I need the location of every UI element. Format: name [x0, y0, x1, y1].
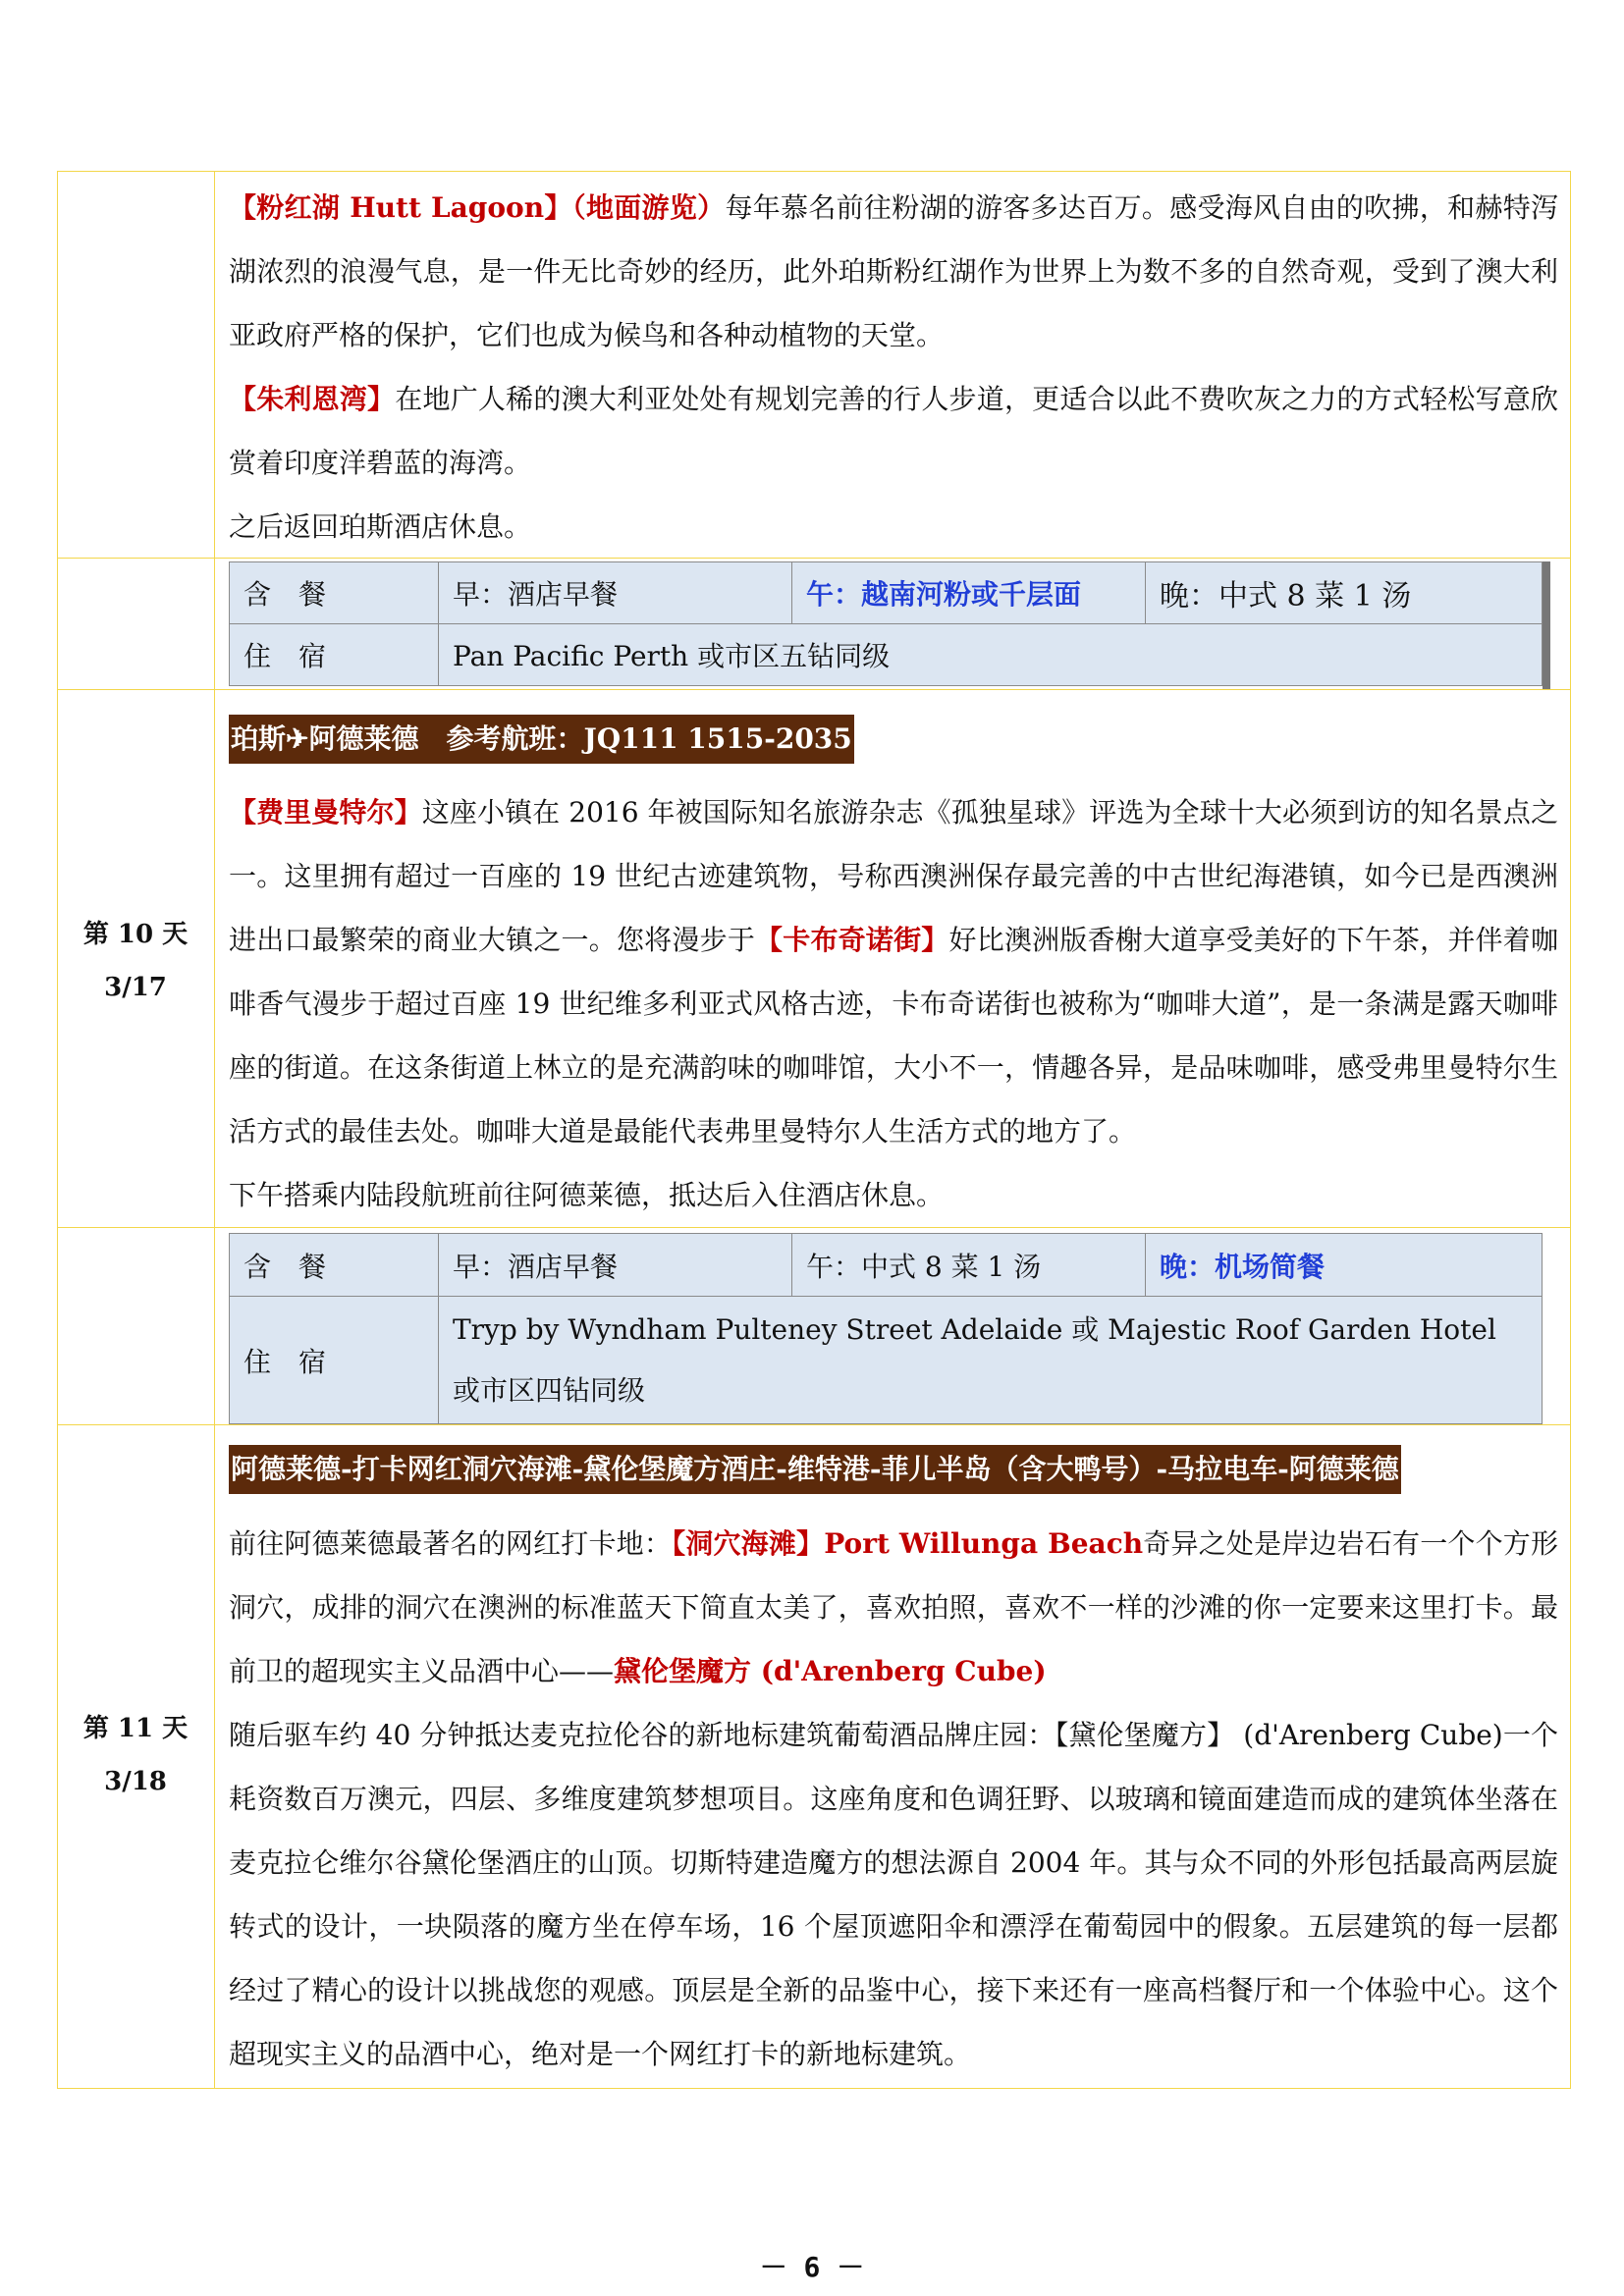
hutt-lagoon-title: 【粉红湖 Hutt Lagoon】（地面游览）	[229, 191, 726, 224]
meal-hotel-table-day9	[229, 561, 1543, 686]
row-divider	[57, 689, 1571, 690]
dinner: 晚：机场简餐	[1146, 1234, 1543, 1297]
lunch: 午：中式 8 菜 1 汤	[792, 1234, 1146, 1297]
hotel: Pan Pacific Perth 或市区五钻同级	[439, 624, 1543, 686]
table-shadow	[1543, 561, 1550, 689]
lunch: 午：越南河粉或千层面	[792, 562, 1146, 624]
meal-hotel-table-day10	[229, 1233, 1543, 1424]
day-label	[57, 908, 214, 1014]
route-banner: 阿德莱德-打卡网红洞穴海滩-黛伦堡魔方酒庄-维特港-菲儿半岛（含大鸭号）-马拉电车-阿德莱德	[229, 1445, 1401, 1494]
hotel-label: 住 宿	[230, 1297, 439, 1424]
route-banner: 珀斯✈阿德莱德 参考航班：JQ111 1515-2035	[229, 715, 854, 764]
hotel: Tryp by Wyndham Pulteney Street Adelaide 或 Majestic Roof Garden Hotel 或市区四钻同级	[439, 1297, 1543, 1424]
day9-description	[229, 176, 1558, 559]
day-date: 3/17	[104, 973, 167, 1002]
day-number: 第 11 天	[82, 1714, 189, 1743]
d-arenberg-cube-paragraph: 随后驱车约 40 分钟抵达麦克拉伦谷的新地标建筑葡萄酒品牌庄园：【黛伦堡魔方】 (d'Arenberg Cube)一个耗资数百万澳元，四层、多维度建筑梦想项目。这座角度和色调狂野、以玻璃和镜面建造而成的建筑体坐落在麦克拉仑维尔谷黛伦堡酒庄的山顶。切斯特建造魔方的想法源自 2004 年。其与众不同的外形包括最高两层旋转式的设计，一块陨落的魔方坐在停车场，16 个屋顶遮阳伞和漂浮在葡萄园中的假象。五层建筑的每一层都经过了精心的设计以挑战您的观感。顶层是全新的品鉴中心，接下来还有一座高档餐厅和一个体验中心。这个超现实主义的品酒中心，绝对是一个网红打卡的新地标建筑。	[229, 1719, 1558, 2070]
jurien-bay-paragraph: 【朱利恩湾】在地广人稀的澳大利亚处处有规划完善的行人步道，更适合以此不费吹灰之力的方式轻松写意欣赏着印度洋碧蓝的海湾。	[229, 383, 1558, 479]
fremantle-title: 【费里曼特尔】	[229, 796, 422, 828]
hutt-lagoon-paragraph: 【粉红湖 Hutt Lagoon】（地面游览）每年慕名前往粉湖的游客多达百万。感受海风自由的吹拂，和赫特泻湖浓烈的浪漫气息，是一件无比奇妙的经历，此外珀斯粉红湖作为世界上为数不多的自然奇观，受到了澳大利亚政府严格的保护，它们也成为候鸟和各种动植物的天堂。	[229, 191, 1558, 351]
day-number: 第 10 天	[82, 920, 189, 949]
day-label	[57, 1702, 214, 1808]
hotel-label: 住 宿	[230, 624, 439, 686]
day-date: 3/18	[104, 1767, 167, 1796]
dinner: 晚：中式 8 菜 1 汤	[1146, 562, 1543, 624]
row-divider	[57, 1424, 1571, 1425]
day11-description	[229, 1512, 1558, 2086]
return-note: 之后返回珀斯酒店休息。	[229, 510, 532, 543]
breakfast: 早：酒店早餐	[439, 1234, 792, 1297]
flight-note: 下午搭乘内陆段航班前往阿德莱德，抵达后入住酒店休息。	[229, 1179, 945, 1211]
d-arenberg-cube-title: 黛伦堡魔方 (d'Arenberg Cube)	[614, 1655, 1047, 1687]
page-number: － 6 －	[759, 2251, 865, 2283]
breakfast: 早：酒店早餐	[439, 562, 792, 624]
cappuccino-strip-title: 【卡布奇诺街】	[755, 924, 949, 956]
column-divider	[214, 171, 215, 2089]
cave-beach-paragraph: 前往阿德莱德最著名的网红打卡地：【洞穴海滩】Port Willunga Beach奇异之处是岸边岩石有一个个方形洞穴，成排的洞穴在澳洲的标准蓝天下简直太美了，喜欢拍照，喜欢不一样的沙滩的你一定要来这里打卡。最前卫的超现实主义品酒中心——黛伦堡魔方 (d'Arenberg Cube)	[229, 1527, 1558, 1687]
row-divider	[57, 1227, 1571, 1228]
fremantle-paragraph: 【费里曼特尔】这座小镇在 2016 年被国际知名旅游杂志《孤独星球》评选为全球十大必须到访的知名景点之一。这里拥有超过一百座的 19 世纪古迹建筑物，号称西澳洲保存最完善的中古世纪海港镇，如今已是西澳洲进出口最繁荣的商业大镇之一。您将漫步于【卡布奇诺街】好比澳洲版香榭大道享受美好的下午茶，并伴着咖啡香气漫步于超过百座 19 世纪维多利亚式风格古迹，卡布奇诺街也被称为“咖啡大道”，是一条满是露天咖啡座的街道。在这条街道上林立的是充满韵味的咖啡馆，大小不一，情趣各异，是品味咖啡，感受弗里曼特尔生活方式的最佳去处。咖啡大道是最能代表弗里曼特尔人生活方式的地方了。	[229, 796, 1558, 1148]
day10-description	[229, 780, 1558, 1227]
jurien-bay-title: 【朱利恩湾】	[229, 383, 396, 415]
cave-beach-title: 【洞穴海滩】Port Willunga Beach	[672, 1527, 1144, 1560]
meal-label: 含 餐	[230, 562, 439, 624]
meal-label: 含 餐	[230, 1234, 439, 1297]
